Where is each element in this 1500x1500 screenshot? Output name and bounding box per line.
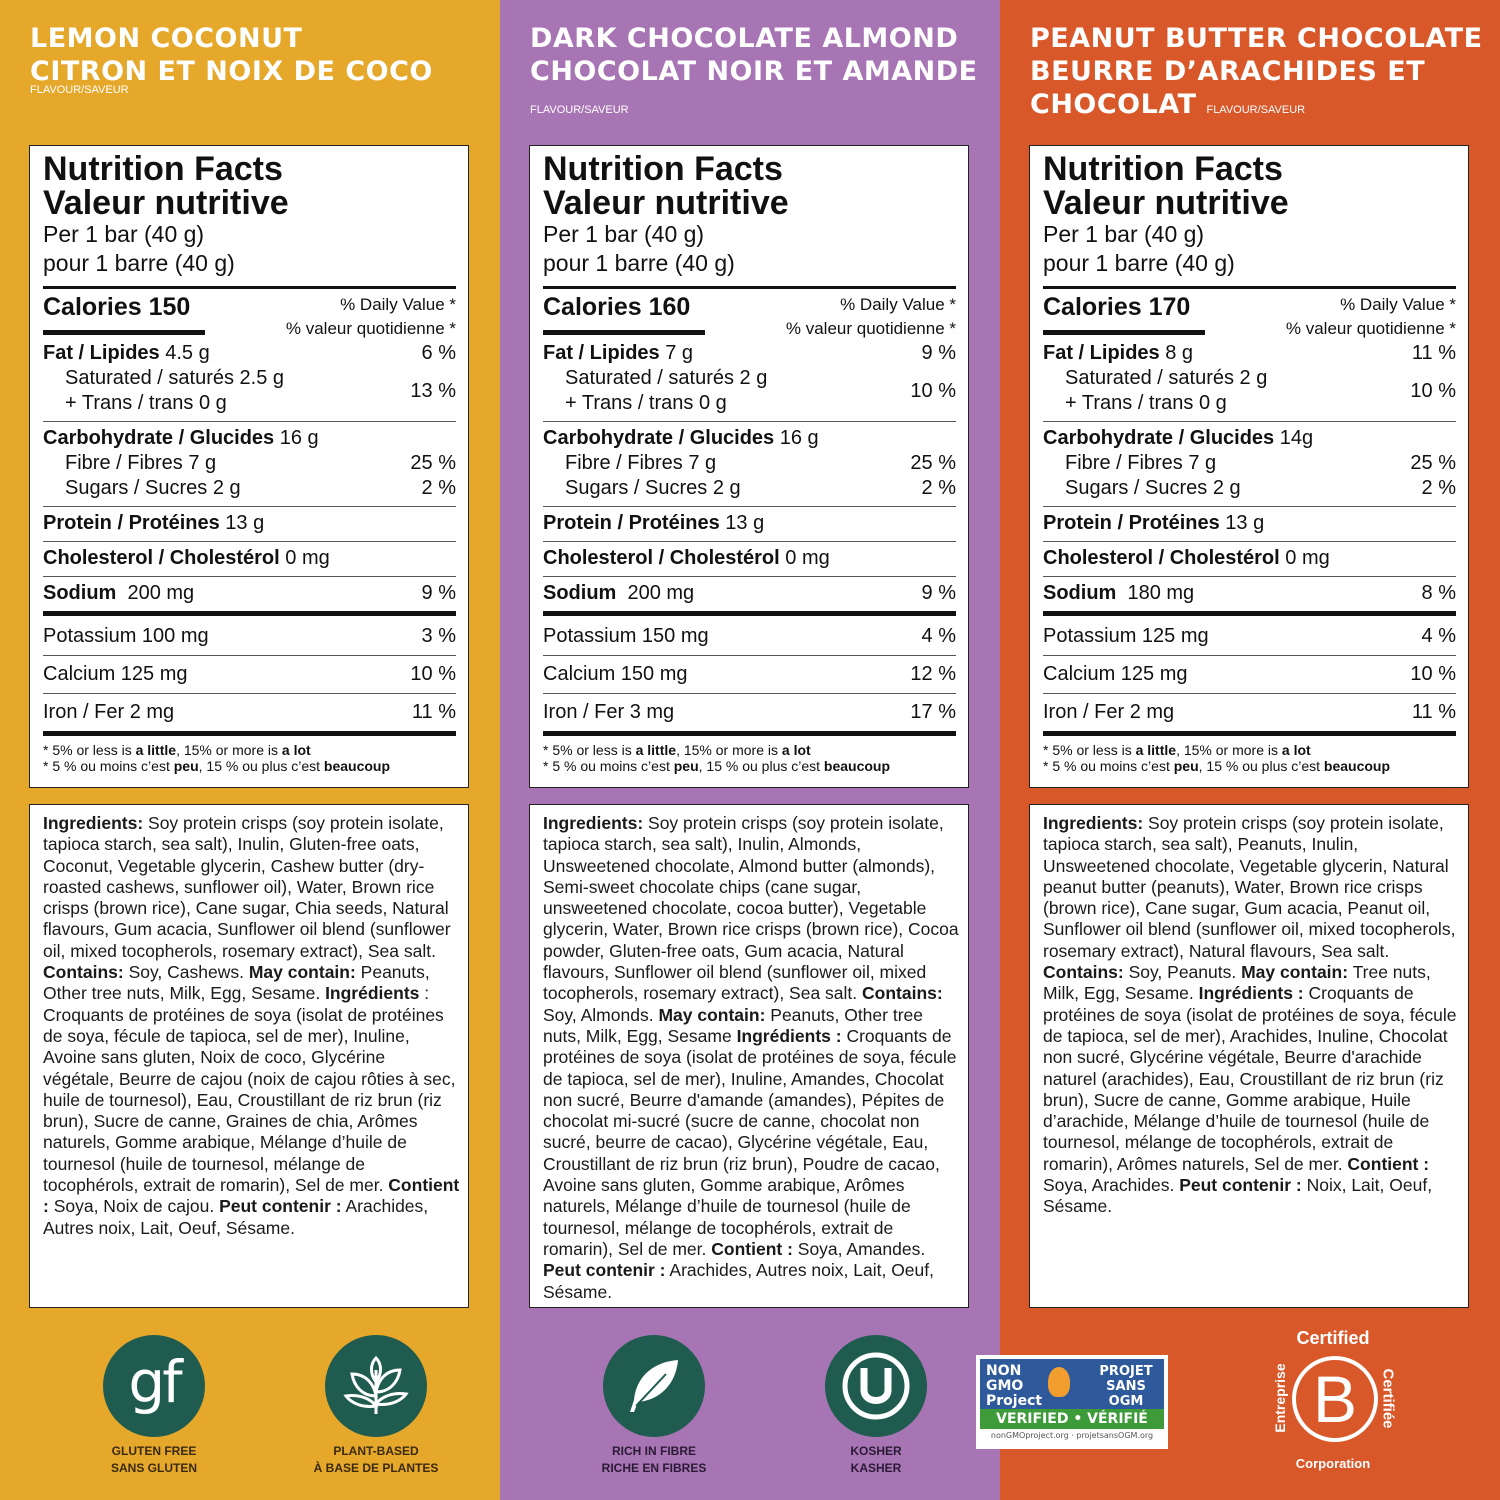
fibre-label: Fibre / Fibres	[1065, 452, 1183, 474]
potassium-dv: 3 %	[421, 625, 456, 647]
potassium: Potassium 125 mg	[1043, 625, 1209, 647]
protein-label: Protein / Protéines	[43, 512, 220, 534]
ingredients-text: May contain:	[658, 1004, 766, 1025]
ingredients-text: Ingredients:	[1043, 813, 1144, 833]
badge-label-fr: KASHER	[850, 1461, 902, 1475]
divider	[1043, 330, 1205, 335]
ingredients-text: Ingrédients	[325, 983, 420, 1004]
carb-amount: 16 g	[279, 427, 319, 449]
daily-value-en: % Daily Value	[340, 295, 445, 314]
non-gmo-project-icon: NON GMO Project PROJET SANS OGM VERIFIED • VÉRIFIÉ	[980, 1359, 1164, 1429]
fibre-amount: 7 g	[188, 452, 217, 474]
protein-label: Protein / Protéines	[543, 512, 720, 534]
calories-row	[43, 289, 456, 337]
flavour-column	[0, 0, 500, 1500]
sat-trans-dv: 13 %	[410, 379, 456, 402]
flavour-en: DARK CHOCOLATE ALMOND	[530, 23, 959, 54]
nf-title-en: Nutrition Facts	[543, 150, 783, 188]
divider	[1043, 731, 1456, 736]
sat-trans-dv: 10 %	[910, 379, 956, 402]
calories: Calories 160	[543, 293, 691, 321]
nf-title-fr: Valeur nutritive	[43, 184, 289, 222]
ingredients-text: Ingrédients :	[736, 1025, 842, 1046]
footnote: * 5% or less is a little, 15% or more is a lot * 5 % ou moins c’est peu, 15 % ou plus c’est beaucoup	[1043, 742, 1391, 774]
fibre-amount: 7 g	[688, 452, 717, 474]
protein-amount: 13 g	[1225, 512, 1265, 534]
nf-title-fr: Valeur nutritive	[1043, 184, 1289, 222]
sodium-amount: 200 mg	[127, 582, 195, 604]
ingredients-text: Arachides, Autres noix, Lait, Oeuf, Sésame.	[43, 1196, 429, 1238]
flavour-name	[530, 22, 990, 127]
iron-dv: 11 %	[1411, 701, 1456, 723]
divider	[543, 330, 705, 335]
sat-amount: 2 g	[1239, 367, 1268, 389]
gluten-free-badge	[74, 1335, 234, 1477]
ingredients-text: Contient :	[711, 1238, 793, 1259]
calcium-dv: 10 %	[1410, 663, 1456, 685]
sat-label: Saturated / saturés	[1065, 367, 1234, 389]
non-gmo-project-badge	[976, 1355, 1168, 1449]
sugars-label: Sugars / Sucres	[565, 477, 708, 499]
fat-group	[43, 337, 456, 421]
potassium-dv: 4 %	[1421, 625, 1456, 647]
fat-label: Fat / Lipides	[43, 342, 160, 364]
trans-amount: 0 g	[1198, 392, 1227, 414]
flavour-fr: CITRON ET NOIX DE COCO	[30, 56, 433, 87]
sugars-dv: 2 %	[421, 477, 456, 499]
protein-amount: 13 g	[725, 512, 765, 534]
ingredients-text: Soy protein crisps (soy protein isolate, tapioca starch, sea salt), Inulin, Almonds, Unsweetened chocolate, Almond butter (almonds), Semi-sweet chocolate chips (cane sugar, unsweetened chocolate, cocoa butter), Vegetable glycerin, Water, Brown rice crisps (brown rice), Cocoa powder, Gluten-free oats, Gum acacia, Natural flavours, Sunflower oil blend (sunflower oil, mixed tocopherols, rosemary extract), Sea salt.	[543, 813, 959, 1004]
sodium-amount: 200 mg	[627, 582, 695, 604]
ingredients-text: May contain:	[248, 962, 356, 983]
fibre-dv: 25 %	[410, 452, 456, 474]
flavour-suffix: FLAVOUR/SAVEUR	[30, 84, 129, 96]
ingredients-text: Peanuts, Other tree nuts, Milk, Egg, Sesame	[543, 1004, 923, 1046]
calories: Calories 170	[1043, 293, 1191, 321]
ingredients-text: Noix, Lait, Oeuf, Sésame.	[1043, 1175, 1433, 1217]
ingredients-text: Soy protein crisps (soy protein isolate, tapioca starch, sea salt), Peanuts, Inulin, Unsweetened chocolate, Vegetable glycerin, Natural peanut butter (peanuts), Water, Brown rice crisps (brown rice), Cane sugar, Gum acacia, Peanut oil, Sunflower oil blend (sunflower oil, mixed tocopherols, rosemary extract), Natural flavours, Sea salt.	[1043, 813, 1456, 961]
cholesterol-label: Cholesterol / Cholestérol	[543, 547, 780, 569]
fibre-dv: 25 %	[1410, 452, 1456, 474]
daily-value-en: % Daily Value	[840, 295, 945, 314]
fibre-label: Fibre / Fibres	[65, 452, 183, 474]
serving-size-fr: pour 1 barre (40 g)	[1043, 250, 1235, 276]
kosher-badge	[796, 1335, 956, 1477]
divider	[43, 731, 456, 736]
daily-value-header: % Daily Value * % valeur quotidienne *	[785, 295, 956, 338]
calories-row	[543, 289, 956, 337]
potassium: Potassium 150 mg	[543, 625, 709, 647]
sugars-amount: 2 g	[212, 477, 241, 499]
carb-amount: 14g	[1279, 427, 1314, 449]
sugars-amount: 2 g	[1212, 477, 1241, 499]
sodium-label: Sodium	[543, 582, 617, 604]
ingredients-text: Soy, Cashews.	[123, 962, 249, 983]
fat-dv: 9 %	[921, 342, 956, 364]
fat-amount: 8 g	[1165, 342, 1194, 364]
ingredients-text: Peut contenir :	[543, 1260, 666, 1281]
sugars-amount: 2 g	[712, 477, 741, 499]
sodium-label: Sodium	[43, 582, 117, 604]
ingredients-text: Soya, Amandes.	[792, 1238, 926, 1259]
trans-label: + Trans / trans	[565, 392, 694, 414]
carb-group	[543, 422, 956, 506]
nutrition-facts-table	[29, 145, 469, 788]
serving-size-fr: pour 1 barre (40 g)	[43, 250, 235, 276]
fat-dv: 11 %	[1411, 342, 1456, 364]
daily-value-en: % Daily Value	[1340, 295, 1445, 314]
ingredients-text: Croquants de protéines de soya (isolat de protéines de soya, fécule de tapioca, sel de mer), Arachides, Inuline, Chocolat non sucré, Glycérine végétale, Beurre d'arachide naturel (arachides), Eau, Croustillant de riz brun (riz brun), Sucre de canne, Gomme arabique, Huile d’arachide, Mélange d’huile de tournesol (huile de tournesol, mélange de tocophérols, extrait de romarin), Arômes naturels, Sel de mer.	[1043, 983, 1457, 1174]
potassium: Potassium 100 mg	[43, 625, 209, 647]
protein-label: Protein / Protéines	[1043, 512, 1220, 534]
serving-size-en: Per 1 bar (40 g)	[1043, 221, 1205, 247]
trans-amount: 0 g	[198, 392, 227, 414]
ingredients-text: : Croquants de protéines de soya (isolat de protéines de soya, fécule de tapioca, sel de mer), Inuline, Avoine sans gluten, Noix de coco, Glycérine végétale, Beurre de cajou (noix de cajou rôties à sec, huile de tournesol), Eau, Croustillant de riz brun (riz brun), Sucre de canne, Graines de chia, Arômes naturels, Gomme arabique, Mélange d’huile de tournesol (huile de tournesol, mélange de tocophérols, extrait de romarin), Sel de mer.	[43, 983, 456, 1196]
calcium: Calcium 125 mg	[1043, 663, 1188, 685]
divider	[43, 330, 205, 335]
sat-amount: 2 g	[739, 367, 768, 389]
divider	[543, 731, 956, 736]
protein-amount: 13 g	[225, 512, 265, 534]
b-corp-icon: B	[1292, 1356, 1378, 1442]
calcium-dv: 12 %	[910, 663, 956, 685]
fibre-label: Fibre / Fibres	[565, 452, 683, 474]
ingredients-text: Contains:	[1043, 962, 1124, 983]
flavour-en: LEMON COCONUT	[30, 23, 303, 54]
nutrition-facts-table	[529, 145, 969, 788]
daily-value-header: % Daily Value * % valeur quotidienne *	[285, 295, 456, 338]
ingredients-text: Soy protein crisps (soy protein isolate, tapioca starch, sea salt), Inulin, Gluten-free oats, Coconut, Vegetable glycerin, Cashew butter (dry-roasted cashews, sunflower oil), Water, Brown rice crisps (brown rice), Cane sugar, Chia seeds, Natural flavours, Gum acacia, Sunflower oil blend (sunflower oil, mixed tocopherols, rosemary extract), Sea salt.	[43, 813, 451, 961]
fat-dv: 6 %	[421, 342, 456, 364]
ingredients-text: Soya, Arachides.	[1043, 1175, 1180, 1196]
gluten-free-icon: gf	[103, 1335, 205, 1437]
sugars-dv: 2 %	[921, 477, 956, 499]
carb-label: Carbohydrate / Glucides	[543, 427, 775, 449]
footnote: * 5% or less is a little, 15% or more is a lot * 5 % ou moins c’est peu, 15 % ou plus c’est beaucoup	[43, 742, 391, 774]
plant-based-icon	[325, 1335, 427, 1437]
calcium: Calcium 125 mg	[43, 663, 188, 685]
kosher-icon	[825, 1335, 927, 1437]
sugars-dv: 2 %	[1421, 477, 1456, 499]
flavour-fr: CHOCOLAT NOIR ET AMANDE FLAVOUR/SAVEUR	[530, 56, 978, 116]
fat-group	[1043, 337, 1456, 421]
sodium-amount: 180 mg	[1127, 582, 1195, 604]
flavour-en: PEANUT BUTTER CHOCOLATE	[1030, 23, 1483, 54]
ingredients-text: Arachides, Autres noix, Lait, Oeuf, Sésame.	[543, 1260, 934, 1302]
calories: Calories 150	[43, 293, 191, 321]
ingredients-box	[529, 804, 969, 1308]
ingredients-text: Contains:	[862, 983, 943, 1004]
badge-label-fr: RICHE EN FIBRES	[601, 1461, 707, 1475]
fat-amount: 4.5 g	[165, 342, 210, 364]
ingredients-text: Croquants de protéines de soya (isolat de protéines de soya, fécule de tapioca, sel de mer), Inuline, Amandes, Chocolat non sucré, Beurre d'amande (amandes), Pépites de chocolat mi-sucré (sucre de canne, chocolat non sucré, beurre de cacao), Glycérine végétale, Eau, Croustillant de riz brun (riz brun), Poudre de cacao, Avoine sans gluten, Gomme arabique, Arômes naturels, Mélange d’huile de tournesol (huile de tournesol, mélange de tocophérols, extrait de romarin), Sel de mer.	[543, 1025, 957, 1259]
daily-value-fr: % valeur quotidienne	[285, 319, 445, 338]
flavour-column	[500, 0, 1000, 1500]
serving-size-en: Per 1 bar (40 g)	[543, 221, 705, 247]
iron: Iron / Fer 3 mg	[543, 701, 675, 723]
carb-group	[43, 422, 456, 506]
ingredients-box	[1029, 804, 1469, 1308]
sat-label: Saturated / saturés	[65, 367, 234, 389]
trans-amount: 0 g	[698, 392, 727, 414]
trans-label: + Trans / trans	[1065, 392, 1194, 414]
sodium-dv: 8 %	[1421, 582, 1456, 604]
serving-size-fr: pour 1 barre (40 g)	[543, 250, 735, 276]
cholesterol-amount: 0 mg	[1285, 547, 1330, 569]
carb-label: Carbohydrate / Glucides	[1043, 427, 1275, 449]
ingredients-text: Peanuts, Other tree nuts, Milk, Egg, Sesame.	[43, 962, 430, 1004]
calcium-dv: 10 %	[410, 663, 456, 685]
sodium-dv: 9 %	[421, 582, 456, 604]
carb-group	[1043, 422, 1456, 506]
daily-value-fr: % valeur quotidienne	[785, 319, 945, 338]
ingredients-text: Peut contenir :	[1179, 1175, 1302, 1196]
badge-label-fr: SANS GLUTEN	[110, 1461, 197, 1475]
ingredients-text: Contains:	[43, 962, 124, 983]
flavour-name	[30, 22, 490, 96]
fat-group	[543, 337, 956, 421]
ingredients-text: Tree nuts, Milk, Egg, Sesame.	[1043, 962, 1431, 1004]
fibre-leaf-badge	[574, 1335, 734, 1477]
flavour-column	[986, 0, 1500, 1500]
badge-label-en: KOSHER	[850, 1444, 902, 1458]
non-gmo-urls: nonGMOproject.org · projetsansOGM.org	[990, 1431, 1154, 1440]
nf-title-fr: Valeur nutritive	[543, 184, 789, 222]
fibre-amount: 7 g	[1188, 452, 1217, 474]
cholesterol-label: Cholesterol / Cholestérol	[43, 547, 280, 569]
sodium-dv: 9 %	[921, 582, 956, 604]
carb-amount: 16 g	[779, 427, 819, 449]
carb-label: Carbohydrate / Glucides	[43, 427, 275, 449]
iron-dv: 17 %	[910, 701, 956, 723]
cholesterol-label: Cholesterol / Cholestérol	[1043, 547, 1280, 569]
sodium-label: Sodium	[1043, 582, 1117, 604]
fibre-dv: 25 %	[910, 452, 956, 474]
trans-label: + Trans / trans	[65, 392, 194, 414]
sat-label: Saturated / saturés	[565, 367, 734, 389]
sat-trans-dv: 10 %	[1410, 379, 1456, 402]
sugars-label: Sugars / Sucres	[1065, 477, 1208, 499]
ingredients-text: Ingredients:	[43, 813, 144, 833]
flavour-suffix: FLAVOUR/SAVEUR	[530, 104, 629, 116]
badge-label-fr: À BASE DE PLANTES	[313, 1461, 439, 1475]
fat-label: Fat / Lipides	[543, 342, 660, 364]
potassium-dv: 4 %	[921, 625, 956, 647]
badge-label-en: GLUTEN FREE	[111, 1444, 197, 1458]
sat-amount: 2.5 g	[239, 367, 285, 389]
flavour-name	[1030, 22, 1490, 127]
cholesterol-amount: 0 mg	[285, 547, 330, 569]
plant-based-badge	[296, 1335, 456, 1477]
iron: Iron / Fer 2 mg	[43, 701, 175, 723]
ingredients-text: Soy, Peanuts.	[1123, 962, 1242, 983]
fat-amount: 7 g	[665, 342, 694, 364]
badge-label-en: PLANT-BASED	[333, 1444, 419, 1458]
ingredients-text: Contient :	[43, 1175, 460, 1217]
serving-size-en: Per 1 bar (40 g)	[43, 221, 205, 247]
fibre-leaf-icon	[603, 1335, 705, 1437]
footnote: * 5% or less is a little, 15% or more is a lot * 5 % ou moins c’est peu, 15 % ou plus c’est beaucoup	[543, 742, 891, 774]
calories-row	[1043, 289, 1456, 337]
calcium: Calcium 150 mg	[543, 663, 688, 685]
ingredients-text: Ingrédients :	[1198, 983, 1304, 1004]
nf-title-en: Nutrition Facts	[1043, 150, 1283, 188]
b-corp-badge: Certified B Entreprise Certifiée Corporation	[1272, 1328, 1397, 1471]
ingredients-text: Soy, Almonds.	[543, 1004, 659, 1025]
ingredients-text: May contain:	[1241, 962, 1349, 983]
daily-value-fr: % valeur quotidienne	[1285, 319, 1445, 338]
ingredients-box	[29, 804, 469, 1308]
ingredients-text: Peut contenir :	[219, 1196, 342, 1217]
daily-value-header: % Daily Value * % valeur quotidienne *	[1285, 295, 1456, 338]
iron: Iron / Fer 2 mg	[1043, 701, 1175, 723]
flavour-suffix: FLAVOUR/SAVEUR	[1206, 104, 1306, 116]
iron-dv: 11 %	[411, 701, 456, 723]
cholesterol-amount: 0 mg	[785, 547, 830, 569]
ingredients-text: Soya, Noix de cajou.	[48, 1196, 220, 1217]
ingredients-text: Ingredients:	[543, 813, 644, 833]
badge-label-en: RICH IN FIBRE	[612, 1444, 696, 1458]
nf-title-en: Nutrition Facts	[43, 150, 283, 188]
fat-label: Fat / Lipides	[1043, 342, 1160, 364]
ingredients-text: Contient :	[1347, 1153, 1430, 1174]
flavour-fr: BEURRE D’ARACHIDES ET CHOCOLAT FLAVOUR/SAVEUR	[1030, 56, 1426, 120]
sugars-label: Sugars / Sucres	[65, 477, 208, 499]
nutrition-facts-table	[1029, 145, 1469, 788]
